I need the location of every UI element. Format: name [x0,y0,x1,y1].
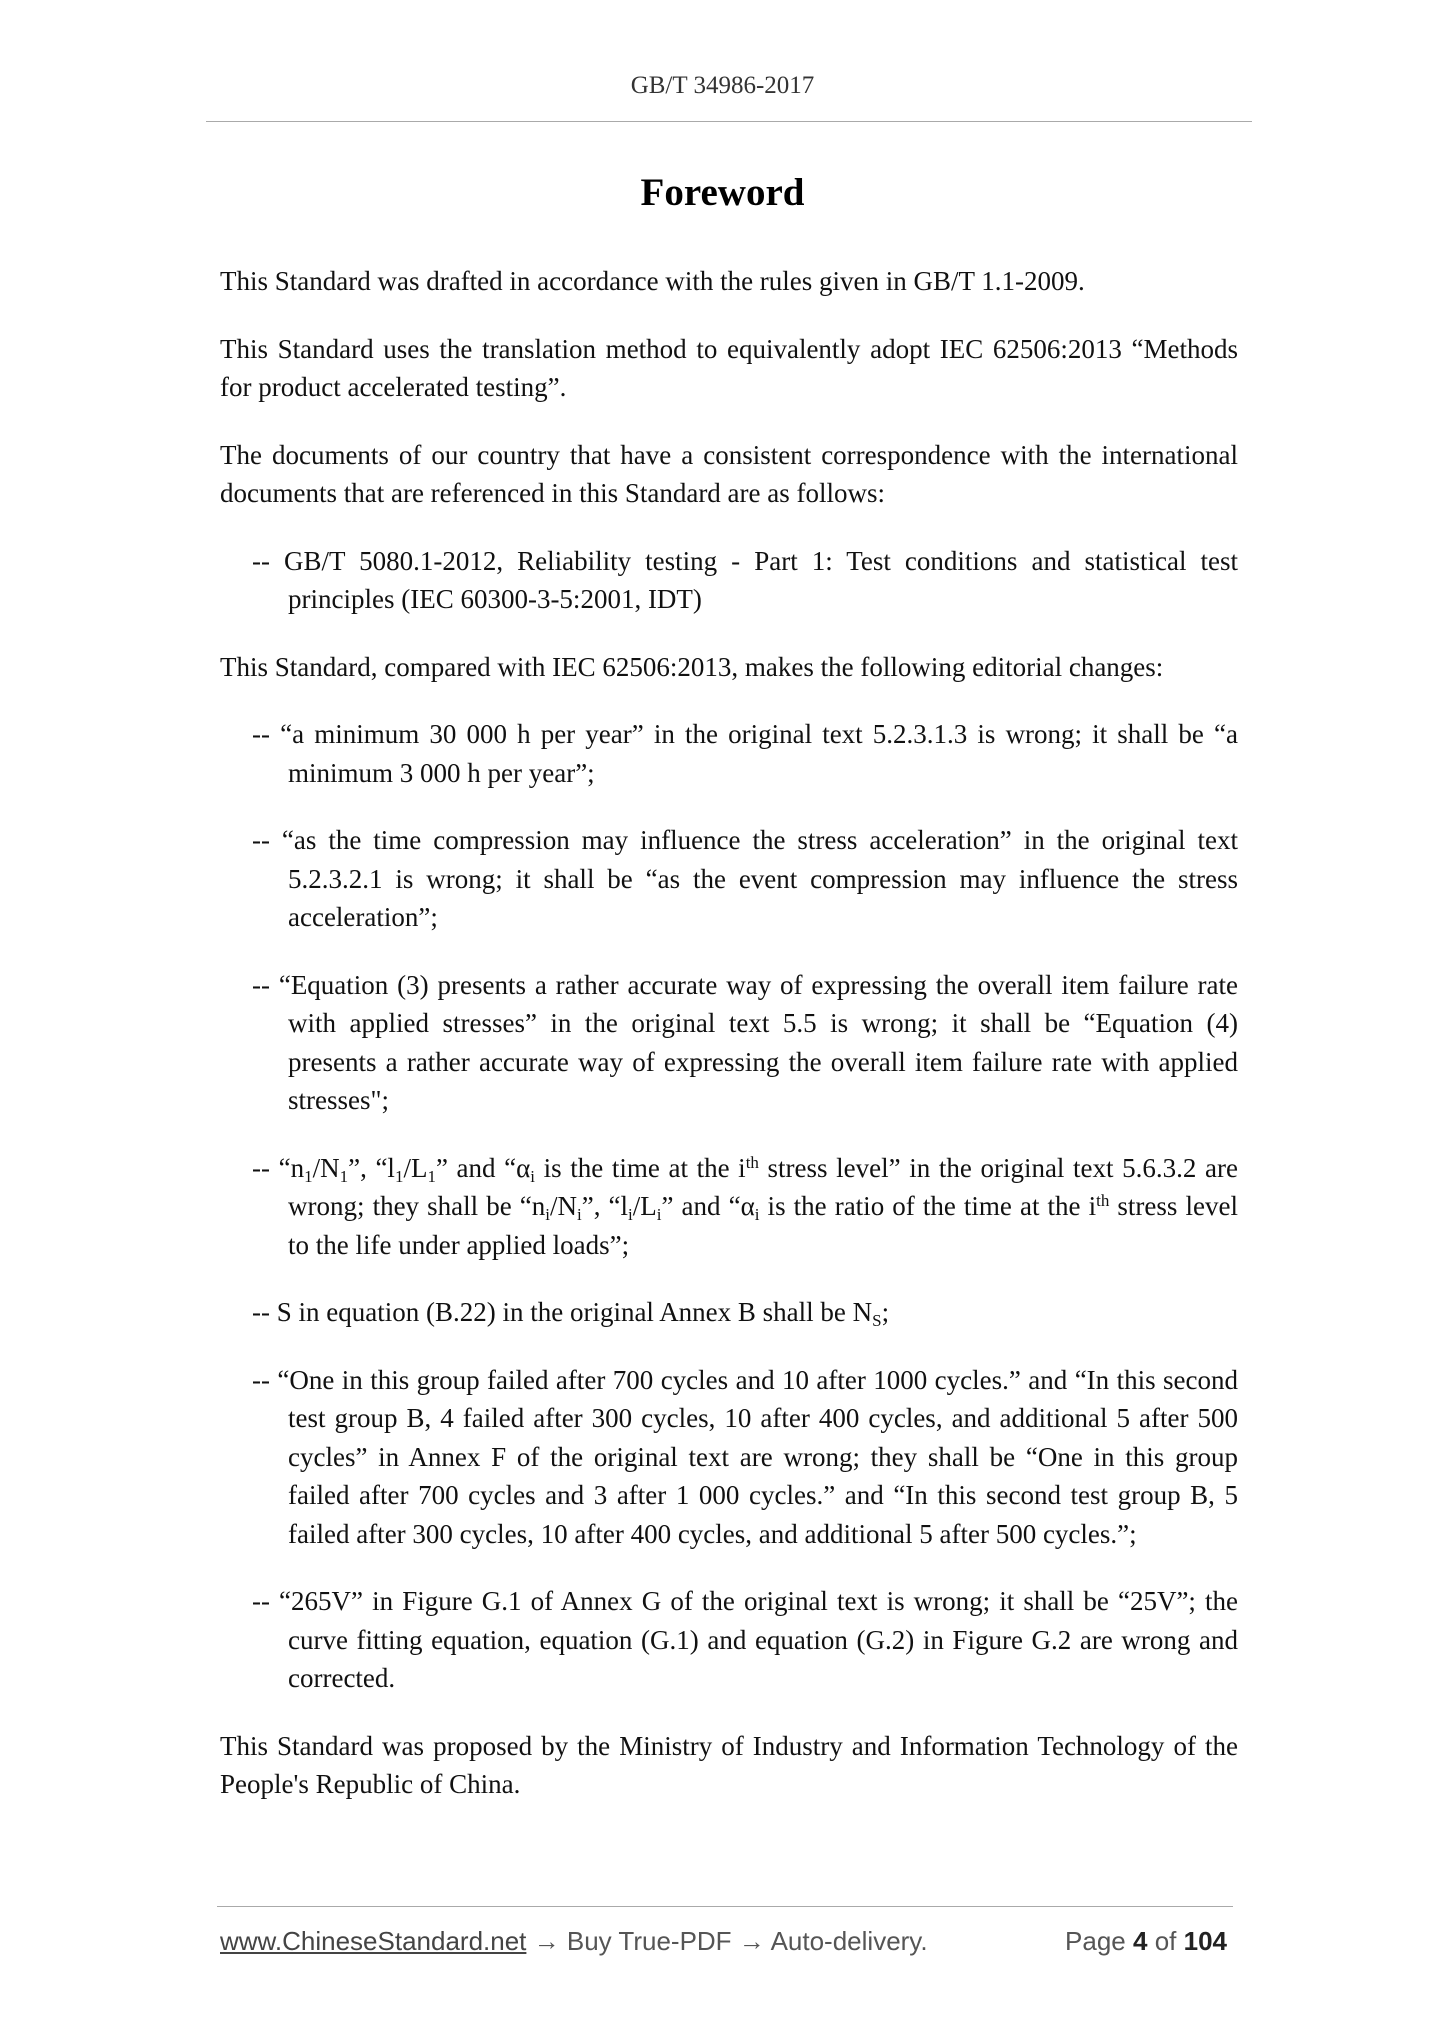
paragraph-correspondence: The documents of our country that have a consistent correspondence with the international documents that are referenced in this Standard are as follows: [220,439,1238,508]
change-item-1: -- “a minimum 30 000 h per year” in the original text 5.2.3.1.3 is wrong; it shall be “a minimum 3 000 h per year”; [252,719,1238,788]
document-body [220,262,1238,1833]
website-link[interactable]: www.ChineseStandard.net [220,1926,527,1956]
reference-item: -- GB/T 5080.1-2012, Reliability testing - Part 1: Test conditions and statistical test principles (IEC 60300-3-5:2001, IDT) [252,545,1238,614]
page-indicator: Page 4 of 104 [1065,1926,1227,1956]
change-item-4: -- “$n_1/N_1$”, “$l_1/L_1$” and “$\alpha_i$ is the time at the $i^{th}$ stress level” in the original text 5.6.3.2 are wrong; they shall be “$n_i/N_i$”, “$l_i/L_i$” and “$\alpha_i$ is the ratio of the time at the $i^{th}$ stress level to the life under applied loads”; [252,1152,1238,1260]
paragraph-editorial-changes: This Standard, compared with IEC 62506:2013, makes the following editorial changes: [220,651,1164,682]
change-item-7: -- “265V” in Figure G.1 of Annex G of the original text is wrong; it shall be “25V”; the curve fitting equation, equation (G.1) and equation (G.2) in Figure G.2 are wrong and corrected. [252,1586,1238,1693]
footer-promo [220,1926,928,1957]
header-divider [206,121,1252,122]
footer-promo-text: → Buy True-PDF → Auto-delivery. [526,1926,928,1956]
change-item-3: -- “Equation (3) presents a rather accurate way of expressing the overall item failure rate with applied stresses” in the original text 5.5 is wrong; it shall be “Equation (4) presents a rather accurate way of expressing the overall item failure rate with applied stresses"; [252,969,1238,1115]
current-page-number: 4 [1132,1926,1148,1956]
page-footer [220,1926,1235,1960]
paragraph-translation-method: This Standard uses the translation method to equivalently adopt IEC 62506:2013 “Methods for product accelerated testing”. [220,333,1238,402]
paragraph-drafting-rules: This Standard was drafted in accordance with the rules given in GB/T 1.1-2009. [220,266,1085,296]
paragraph-proposed-by: This Standard was proposed by the Ministry of Industry and Information Technology of the People's Republic of China. [220,1730,1238,1799]
page-title: Foreword [640,171,805,214]
change-item-5: -- S in equation (B.22) in the original Annex B shall be $N_S$; [252,1297,890,1330]
total-pages: 104 [1183,1926,1227,1956]
footer-divider [217,1906,1233,1907]
change-item-2: -- “as the time compression may influence the stress acceleration” in the original text 5.2.3.2.1 is wrong; it shall be “as the event compression may influence the stress acceleration”; [252,825,1238,932]
standard-code-header: GB/T 34986-2017 [630,72,815,99]
change-item-6: -- “One in this group failed after 700 cycles and 10 after 1000 cycles.” and “In this second test group B, 4 failed after 300 cycles, 10 after 400 cycles, and additional 5 after 500 cycles” in Annex F of the original text are wrong; they shall be “One in this group failed after 700 cycles and 3 after 1 000 cycles.” and “In this second test group B, 5 failed after 300 cycles, 10 after 400 cycles, and additional 5 after 500 cycles.”; [252,1364,1238,1549]
